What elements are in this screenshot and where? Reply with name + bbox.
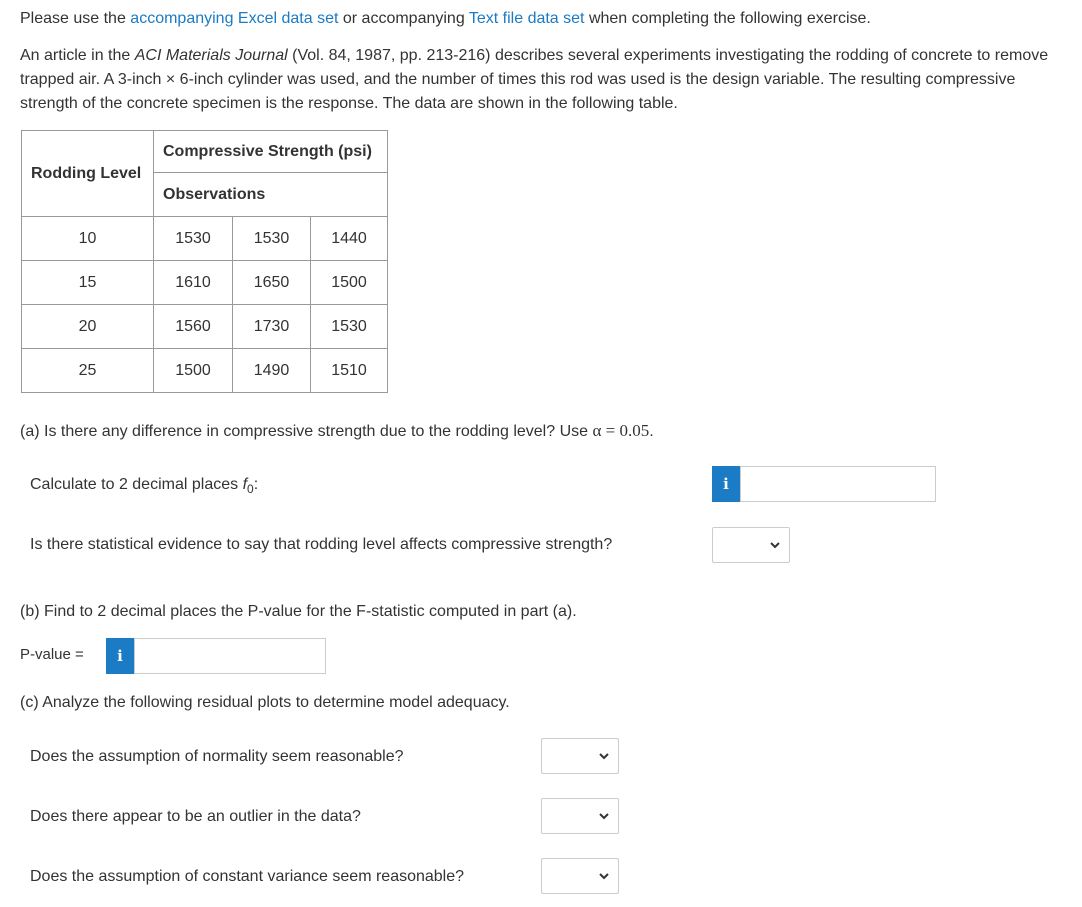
rodding-level-cell: 10: [22, 217, 154, 261]
evidence-select[interactable]: [712, 527, 790, 563]
info-icon[interactable]: i: [712, 466, 740, 502]
observation-cell: 1560: [175, 317, 211, 335]
evidence-question: Is there statistical evidence to say that rodding level affects compressive strength?: [30, 536, 613, 553]
normality-question: Does the assumption of normality seem reasonable?: [30, 748, 404, 765]
f0-input[interactable]: [740, 466, 936, 502]
observation-cell: 1500: [310, 261, 387, 304]
normality-select[interactable]: [541, 738, 619, 774]
chevron-down-icon: [769, 538, 781, 552]
observation-cell: 1530: [310, 305, 387, 348]
observation-cell: 1610: [175, 273, 211, 291]
part-b-question: (b) Find to 2 decimal places the P-value for the F-statistic computed in part (a).: [20, 603, 577, 620]
part-a-question: (a) Is there any difference in compressive strength due to the rodding level? Use α = 0.05.: [20, 421, 654, 440]
observation-cell: 1440: [310, 217, 387, 260]
variance-select[interactable]: [541, 858, 619, 894]
header-compressive-strength: Compressive Strength (psi): [154, 131, 388, 173]
f0-label: Calculate to 2 decimal places $f_0$:: [30, 476, 259, 497]
table-row: [22, 261, 388, 305]
observation-cell: 1530: [175, 229, 211, 247]
rodding-level-cell: 25: [22, 349, 154, 393]
pvalue-input[interactable]: [134, 638, 326, 674]
table-row: [22, 217, 388, 261]
pvalue-label: P-value =: [20, 646, 84, 663]
chevron-down-icon: [598, 809, 610, 823]
rodding-level-cell: 20: [22, 305, 154, 349]
observation-cell: 1490: [232, 349, 310, 392]
alpha-expression: α = 0.05: [592, 421, 650, 440]
excel-data-link[interactable]: accompanying Excel data set: [130, 10, 339, 27]
part-c-question: (c) Analyze the following residual plots to determine model adequacy.: [20, 694, 510, 711]
problem-description: An article in the ACI Materials Journal (Vol. 84, 1987, pp. 213-216) describes several experiments investigating the rodding of concrete to remove trapped air. A 3-inch × 6-inch cylinder was used, and the number of times this rod was used is the design variable. The resulting compressive strength of the concrete specimen is the response. The data are shown in the following table.: [20, 47, 1049, 112]
variance-question: Does the assumption of constant variance seem reasonable?: [30, 868, 465, 885]
journal-title: ACI Materials Journal: [134, 47, 288, 64]
header-rodding-level: Rodding Level: [22, 131, 154, 217]
info-icon[interactable]: i: [106, 638, 134, 674]
data-table: [21, 130, 388, 393]
outlier-select[interactable]: [541, 798, 619, 834]
observation-cell: 1530: [232, 217, 310, 260]
table-row: [22, 349, 388, 393]
rodding-level-cell: 15: [22, 261, 154, 305]
observation-cell: 1730: [232, 305, 310, 348]
chevron-down-icon: [598, 869, 610, 883]
observation-cell: 1500: [175, 361, 211, 379]
chevron-down-icon: [598, 749, 610, 763]
outlier-question: Does there appear to be an outlier in the data?: [30, 808, 361, 825]
observation-cell: 1650: [232, 261, 310, 304]
table-row: [22, 305, 388, 349]
intro-line: Please use the accompanying Excel data set or accompanying Text file data set when completing the following exercise.: [20, 10, 871, 27]
header-observations: Observations: [154, 173, 388, 217]
observation-cell: 1510: [310, 349, 387, 392]
text-data-link[interactable]: Text file data set: [468, 10, 585, 27]
